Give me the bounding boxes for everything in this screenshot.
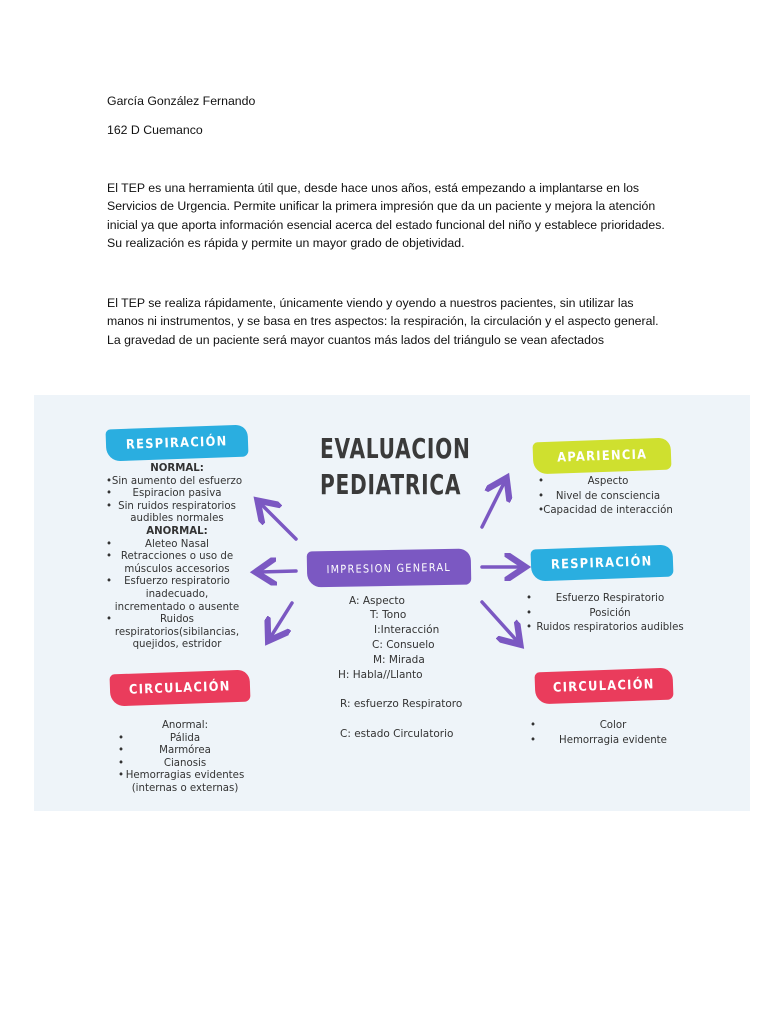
list-item: • Aleteo Nasal <box>110 539 244 552</box>
list-item: • Hemorragia evidente <box>534 735 692 748</box>
arrow-to-right-circ <box>482 602 518 642</box>
left-circulacion-label: CIRCULACIÓN <box>109 670 250 707</box>
apariencia-list <box>542 476 674 518</box>
list-item: • Retracciones o uso de músculos accesorios <box>110 551 244 576</box>
normal-heading: NORMAL: <box>150 463 204 474</box>
list-item: • Sin ruidos respiratorios audibles normales <box>110 501 244 526</box>
abnormal-heading: ANORMAL: <box>146 525 208 537</box>
group-label: 162 D Cuemanco <box>107 123 203 137</box>
arrow-to-left-middle <box>259 571 296 572</box>
list-item: A: Aspecto <box>349 595 405 607</box>
list-item: • Espiracion pasiva <box>110 488 244 501</box>
center-r-note: R: esfuerzo Respiratoro <box>340 698 463 710</box>
left-circulacion-list <box>122 720 248 796</box>
infographic-title <box>320 431 471 503</box>
list-item: M: Mirada <box>373 654 425 666</box>
list-item: • Nivel de consciencia <box>542 491 674 504</box>
title-line-2: PEDIATRICA <box>320 468 462 501</box>
apariencia-label: APARIENCIA <box>532 438 671 475</box>
list-item: • Cianosis <box>122 758 248 771</box>
arrow-to-left-resp <box>260 503 296 539</box>
arrow-to-left-circ <box>270 603 292 638</box>
list-item: • Aspecto <box>542 476 674 489</box>
right-respiracion-list <box>530 593 690 635</box>
paragraph-2: El TEP se realiza rápidamente, únicamente viendo y oyendo a nuestros pacientes, sin utilizar las manos ni instrumentos, y se basa en tres aspectos: la respiración, la circulación y el aspecto general. La gravedad de un paciente será mayor cuantos más lados del triángulo se vean afectados <box>107 296 659 347</box>
center-c-note: C: estado Circulatorio <box>340 728 454 740</box>
right-circulacion-label: CIRCULACIÓN <box>534 668 673 705</box>
left-respiracion-label: RESPIRACIÓN <box>105 425 248 462</box>
left-respiracion-list <box>110 463 244 652</box>
list-item: • Esfuerzo respiratorio inadecuado, incrementado o ausente <box>110 576 244 614</box>
title-line-1: EVALUACION <box>320 432 471 465</box>
list-item: • Hemorragias evidentes (internas o externas) <box>122 770 248 795</box>
right-circulacion-list <box>534 720 692 747</box>
list-item: T: Tono <box>370 609 407 621</box>
list-item: • Sin aumento del esfuerzo <box>110 476 244 489</box>
abnormal-heading: Anormal: <box>161 720 209 731</box>
list-item: H: Habla//Llanto <box>338 669 423 681</box>
list-item: • Esfuerzo Respiratorio <box>530 593 690 606</box>
list-item: C: Consuelo <box>372 639 435 651</box>
list-item: • Capacidad de interacción <box>542 505 674 518</box>
list-item: • Ruidos respiratorios(sibilancias, quejidos, estridor <box>110 614 244 652</box>
author-name: García González Fernando <box>107 94 256 108</box>
right-respiracion-label: RESPIRACIÓN <box>530 545 673 582</box>
list-item: • Ruidos respiratorios audibles <box>530 622 690 635</box>
tep-infographic <box>34 395 750 811</box>
list-item: • Pálida <box>122 733 248 746</box>
arrow-to-apariencia <box>482 481 505 527</box>
paragraph-1: El TEP es una herramienta útil que, desde hace unos años, está empezando a implantarse en los Servicios de Urgencia. Permite unificar la primera impresión que da un paciente y mejora la atención inicial ya que aporta información esencial acerca del estado funcional del niño y establece prioridades. Su realización es rápida y permite un mayor grado de objetividad. <box>107 181 665 250</box>
impresion-general-label: IMPRESION GENERAL <box>307 549 472 588</box>
list-item: • Marmórea <box>122 745 248 758</box>
list-item: • Color <box>534 720 692 733</box>
list-item: • Posición <box>530 608 690 621</box>
list-item: I:Interacción <box>374 624 440 636</box>
